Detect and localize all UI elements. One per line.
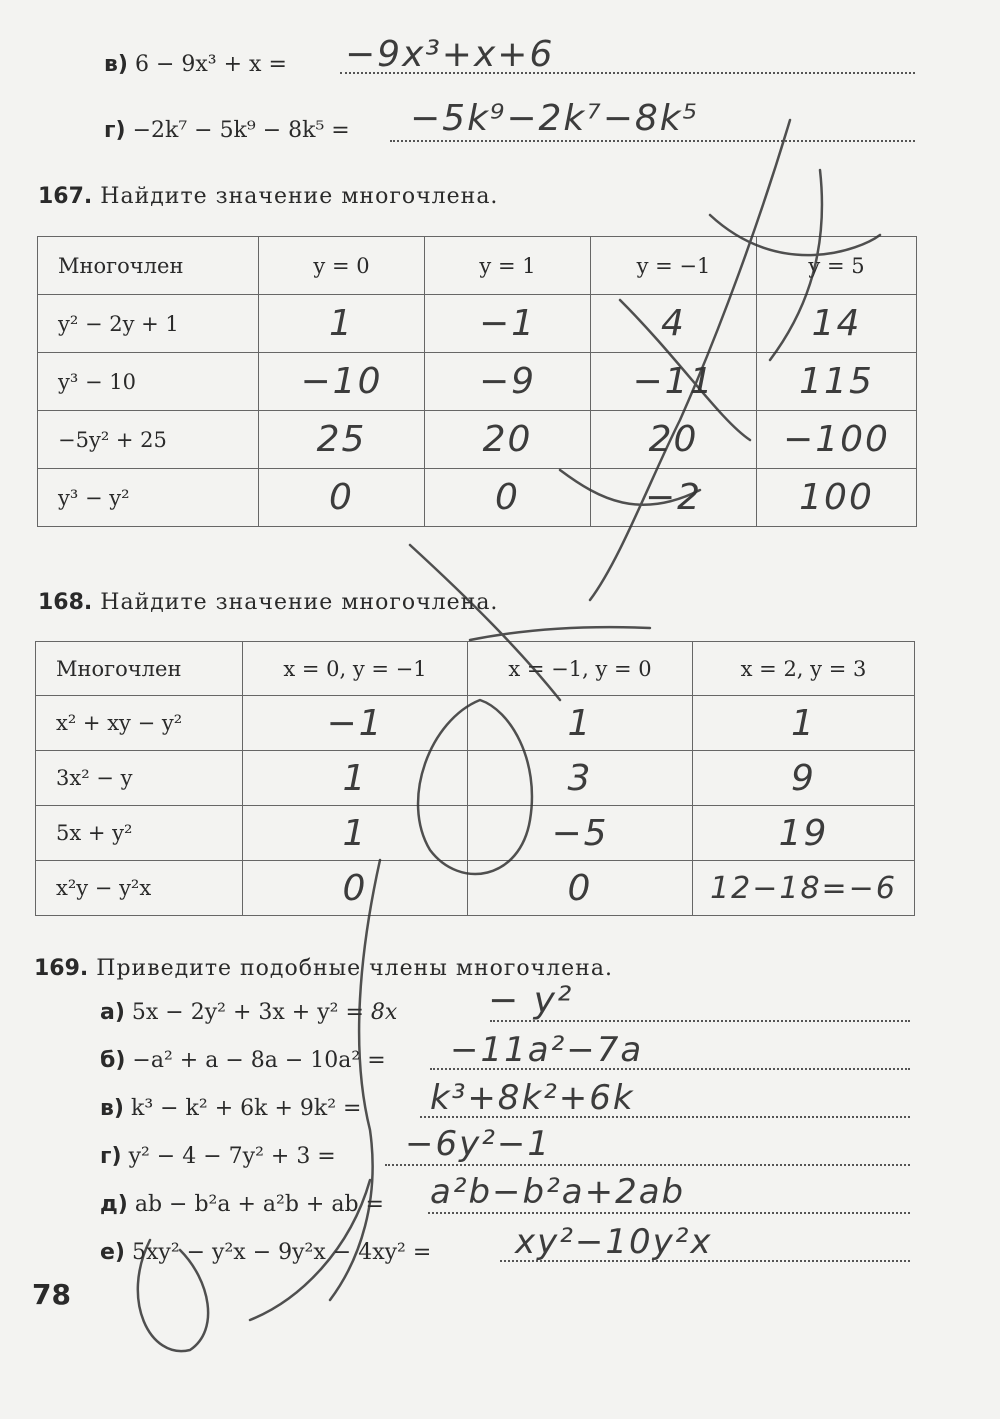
item-label: в) [104, 52, 128, 77]
handwritten-value: 1 [567, 702, 593, 744]
handwritten-value: 3 [567, 757, 593, 799]
table-row [38, 295, 917, 353]
handwritten-value: −2 [644, 477, 703, 518]
exercise-number: 167. [38, 184, 93, 209]
header-cell: y = 0 [259, 237, 425, 295]
ex168-heading [38, 590, 498, 615]
handwritten-value: 14 [811, 303, 862, 344]
ex169-item-b [100, 1048, 386, 1073]
ex169-item-g [100, 1144, 336, 1169]
ex169-item-a [100, 1000, 397, 1025]
handwritten-answer: −6y²−1 [405, 1124, 551, 1164]
polynomial-cell: y² − 2y + 1 [38, 295, 259, 353]
table-row [38, 411, 917, 469]
handwritten-answer: −11a²−7a [450, 1030, 644, 1070]
polynomial-cell: x²y − y²x [36, 861, 243, 916]
item-expression: −a² + a − 8a − 10a² = [132, 1048, 386, 1073]
ex168-table [35, 641, 915, 916]
page-number: 78 [32, 1278, 71, 1311]
table-row [36, 861, 915, 916]
ex166-item-v [104, 52, 287, 77]
item-label: а) [100, 1000, 125, 1025]
item-expression: 6 − 9x³ + x = [134, 52, 287, 77]
item-expression: ab − b²a + a²b + ab = [134, 1192, 384, 1217]
handwritten-value: 12−18=−6 [710, 870, 897, 906]
header-cell: Многочлен [38, 237, 259, 295]
item-label: д) [100, 1192, 128, 1217]
table-row [36, 696, 915, 751]
handwritten-answer: − y² [488, 980, 574, 1021]
table-row [36, 751, 915, 806]
exercise-title: Найдите значение многочлена. [100, 590, 499, 615]
item-label: в) [100, 1096, 124, 1121]
handwritten-value: 0 [329, 477, 354, 518]
ex169-heading [34, 956, 613, 981]
handwritten-value: 9 [791, 757, 816, 799]
polynomial-cell: y³ − 10 [38, 353, 259, 411]
header-cell: x = −1, y = 0 [468, 642, 693, 696]
handwritten-value: 100 [799, 477, 874, 518]
item-label: е) [100, 1240, 125, 1265]
item-label: б) [100, 1048, 126, 1073]
answer-line [428, 1212, 910, 1214]
handwritten-value: 25 [316, 419, 367, 460]
exercise-number: 168. [38, 590, 93, 615]
printed-partial-answer: 8x [370, 1000, 398, 1025]
item-expression: 5xy² − y²x − 9y²x − 4xy² = [131, 1240, 432, 1265]
header-cell: y = 5 [757, 237, 917, 295]
header-cell: y = 1 [425, 237, 591, 295]
polynomial-cell: x² + xy − y² [36, 696, 243, 751]
ex169-item-d [100, 1192, 384, 1217]
item-label: г) [100, 1144, 122, 1169]
handwritten-value: 1 [329, 303, 354, 344]
ex167-table [37, 236, 917, 527]
handwritten-value: −1 [478, 303, 537, 344]
handwritten-answer: −9x³+x+6 [345, 34, 555, 75]
polynomial-cell: −5y² + 25 [38, 411, 259, 469]
handwritten-value: 20 [482, 419, 533, 460]
handwritten-value: 19 [778, 812, 829, 854]
handwritten-value: 0 [567, 867, 593, 909]
polynomial-cell: 5x + y² [36, 806, 243, 861]
table-row [38, 353, 917, 411]
item-expression: −2k⁷ − 5k⁹ − 8k⁵ = [132, 118, 350, 143]
handwritten-value: −11 [632, 361, 715, 402]
handwritten-value: −1 [326, 702, 384, 744]
handwritten-value: 4 [661, 303, 686, 344]
handwritten-value: 0 [342, 867, 368, 909]
handwritten-value: 1 [791, 702, 816, 744]
handwritten-value: 1 [342, 812, 368, 854]
exercise-number: 169. [34, 956, 89, 981]
handwritten-answer: a²b−b²a+2ab [430, 1172, 686, 1212]
handwritten-value: 115 [799, 361, 874, 402]
handwritten-value: −10 [300, 361, 383, 402]
ex167-heading [38, 184, 498, 209]
ex166-item-g [104, 118, 350, 143]
handwritten-answer: xy²−10y²x [515, 1222, 713, 1262]
item-label: г) [104, 118, 126, 143]
header-cell: y = −1 [591, 237, 757, 295]
handwritten-value: −100 [783, 419, 890, 460]
answer-line [385, 1164, 910, 1166]
item-expression: 5x − 2y² + 3x + y² = [131, 1000, 364, 1025]
header-cell: x = 0, y = −1 [243, 642, 468, 696]
item-expression: y² − 4 − 7y² + 3 = [128, 1144, 336, 1169]
handwritten-value: 20 [648, 419, 699, 460]
answer-line [390, 140, 915, 142]
ex169-item-v [100, 1096, 361, 1121]
table-row [36, 806, 915, 861]
exercise-title: Приведите подобные члены многочлена. [96, 956, 613, 981]
scribble-stroke [330, 860, 380, 1300]
polynomial-cell: 3x² − y [36, 751, 243, 806]
handwritten-value: −5 [551, 812, 609, 854]
handwritten-value: 0 [495, 477, 520, 518]
handwritten-value: 1 [342, 757, 368, 799]
handwritten-value: −9 [478, 361, 537, 402]
handwritten-answer: −5k⁹−2k⁷−8k⁵ [410, 98, 700, 139]
exercise-title: Найдите значение многочлена. [100, 184, 499, 209]
polynomial-cell: y³ − y² [38, 469, 259, 527]
scribble-stroke [470, 627, 650, 640]
header-cell: x = 2, y = 3 [693, 642, 915, 696]
table-row [38, 469, 917, 527]
header-cell: Многочлен [36, 642, 243, 696]
item-expression: k³ − k² + 6k + 9k² = [130, 1096, 362, 1121]
ex169-item-e [100, 1240, 431, 1265]
handwritten-answer: k³+8k²+6k [430, 1078, 635, 1118]
